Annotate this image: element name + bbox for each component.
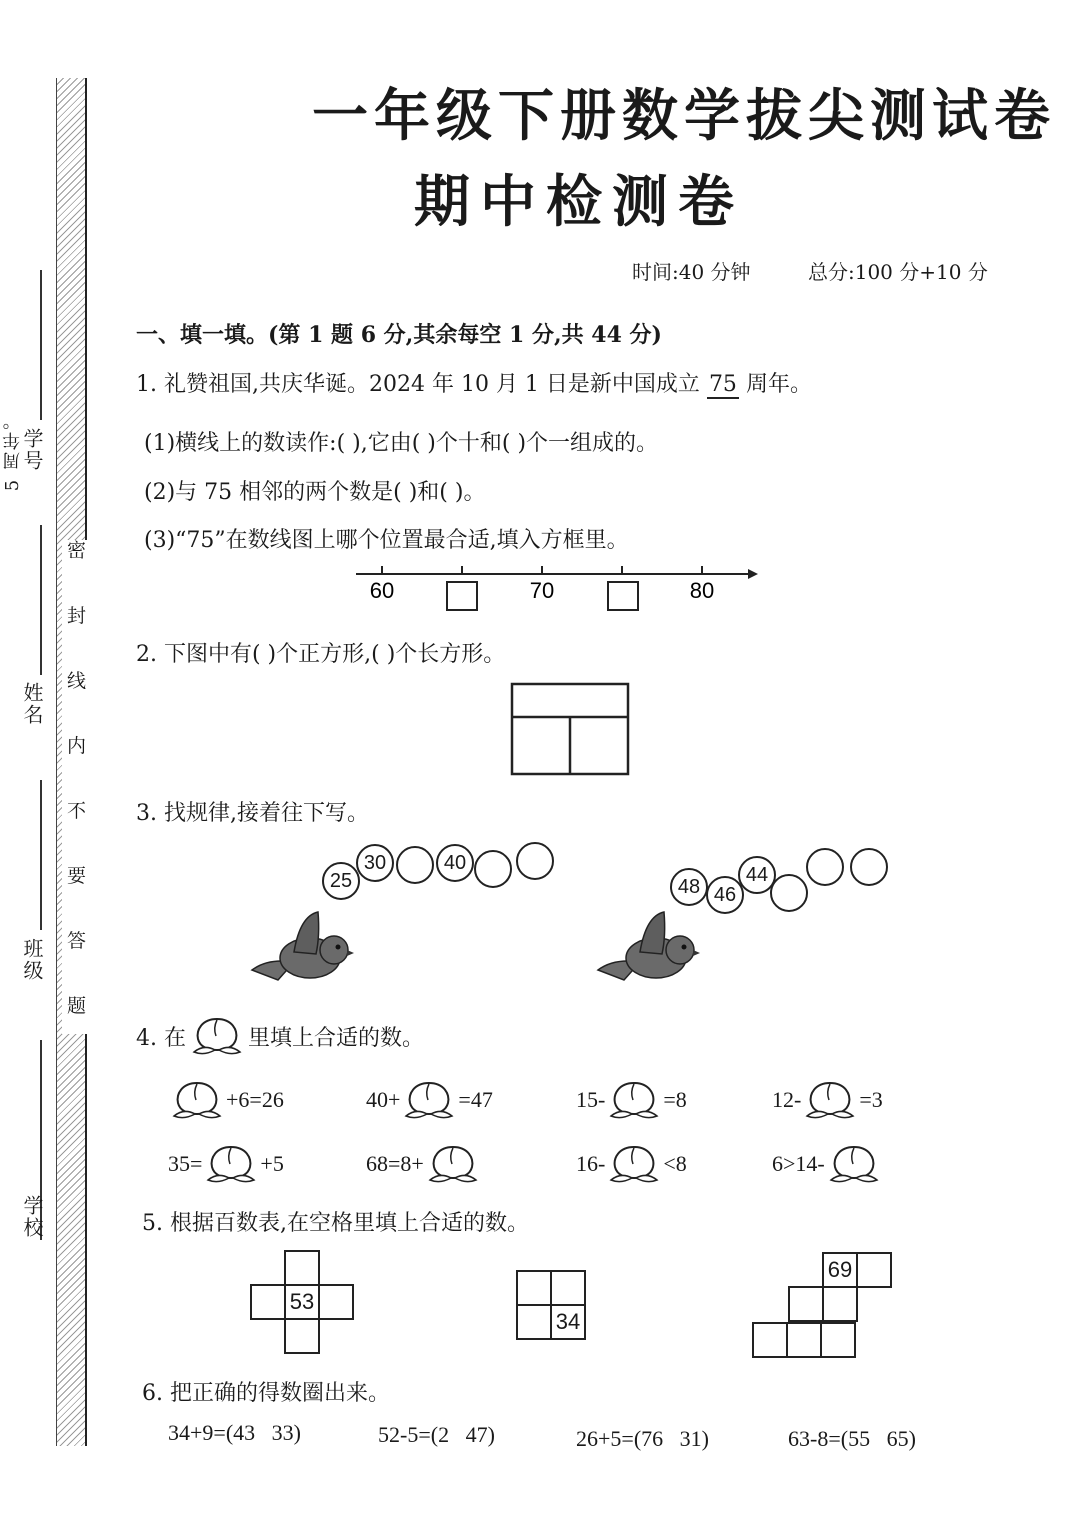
grid-cell[interactable]	[516, 1270, 552, 1306]
grid-cell[interactable]	[822, 1286, 858, 1322]
seq-circle-blank[interactable]	[770, 874, 808, 912]
eq-before: 16-	[576, 1151, 606, 1176]
seq-circle: 48	[670, 868, 708, 906]
seq-circle-blank[interactable]	[474, 850, 512, 888]
peach-slot[interactable]	[202, 1142, 260, 1186]
peach-slot[interactable]	[424, 1142, 482, 1186]
q1-stem	[136, 367, 812, 398]
tick-label-60: 60	[369, 578, 395, 603]
grid-value: 34	[555, 1309, 581, 1334]
peach-icon	[825, 1142, 883, 1186]
peach-icon	[188, 1014, 246, 1058]
q1-part1: (1)横线上的数读作:( ),它由( )个十和( )个一组成的。	[144, 431, 659, 456]
peach-slot[interactable]	[400, 1078, 458, 1122]
peach-icon	[801, 1078, 859, 1122]
eq-after: =8	[663, 1087, 687, 1112]
q6-expr: 63-8=(	[788, 1426, 849, 1451]
q6-option-b[interactable]: 65)	[886, 1426, 916, 1451]
seq-circle-blank[interactable]	[850, 848, 888, 886]
peach-icon	[400, 1078, 458, 1122]
grid-cell[interactable]	[820, 1322, 856, 1358]
grid-value: 69	[827, 1257, 853, 1282]
time-info: 时间:40 分钟	[632, 260, 751, 284]
exam-title: 一年级下册数学拔尖测试卷	[312, 83, 1056, 149]
grid-cell[interactable]	[284, 1318, 320, 1354]
peach-icon	[424, 1142, 482, 1186]
grid-cell[interactable]	[250, 1284, 286, 1320]
q6-option-a[interactable]: 43	[233, 1420, 256, 1445]
answer-box-2[interactable]	[608, 582, 638, 610]
rectangle-figure	[510, 682, 632, 778]
seq-circle-blank[interactable]	[396, 846, 434, 884]
eq-before: 68=8+	[366, 1151, 424, 1176]
bleed-text: 5 周年。	[2, 410, 23, 492]
grid-cell[interactable]	[786, 1322, 822, 1358]
q6-expr: 52-5=(	[378, 1422, 439, 1447]
peach-icon	[605, 1142, 663, 1186]
q1-stem-text: 1. 礼赞祖国,共庆华诞。2024 年 10 月 1 日是新中国成立	[136, 372, 700, 397]
q1-stem-number: 75	[708, 372, 737, 397]
q4-stem-pre: 4. 在	[136, 1025, 186, 1051]
q4-eq-5	[168, 1142, 284, 1186]
q6-option-a[interactable]: 55	[848, 1426, 871, 1451]
grid-cell[interactable]	[516, 1304, 552, 1340]
seq-circle: 40	[436, 844, 474, 882]
seal-warning: 密 封 线 内 不 要 答 题	[62, 540, 89, 1034]
bird-icon	[594, 908, 704, 986]
q6-option-b[interactable]: 47)	[465, 1422, 495, 1447]
tick-label-80: 80	[689, 578, 715, 603]
eq-after: <8	[663, 1151, 687, 1176]
tick-label-70: 70	[529, 578, 555, 603]
q6-option-a[interactable]: 76	[641, 1426, 664, 1451]
section-heading: 一、填一填。(第 1 题 6 分,其余每空 1 分,共 44 分)	[136, 322, 662, 348]
seq-circle: 46	[706, 876, 744, 914]
seq-circle-blank[interactable]	[516, 842, 554, 880]
q1-stem-end: 周年。	[745, 372, 812, 397]
q4-eq-3	[576, 1078, 687, 1122]
eq-after: =47	[458, 1087, 493, 1112]
peach-slot[interactable]	[605, 1142, 663, 1186]
q4-eq-7	[576, 1142, 687, 1186]
q6-option-b[interactable]: 31)	[679, 1426, 709, 1451]
q4-eq-8	[772, 1142, 883, 1186]
peach-slot[interactable]	[168, 1078, 226, 1122]
q1-part3: (3)“75”在数线图上哪个位置最合适,填入方框里。	[144, 528, 629, 553]
q4-stem-post: 里填上合适的数。	[247, 1025, 424, 1051]
q6-option-b[interactable]: 33)	[271, 1420, 301, 1445]
q6-option-a[interactable]: 2	[438, 1422, 450, 1447]
seq-circle: 25	[322, 862, 360, 900]
grid-cell[interactable]	[318, 1284, 354, 1320]
eq-after: +6=26	[226, 1087, 284, 1112]
q6-item-2	[378, 1422, 495, 1448]
seq-circle-blank[interactable]	[806, 848, 844, 886]
q5-stem: 5. 根据百数表,在空格里填上合适的数。	[142, 1211, 529, 1236]
eq-before: 15-	[576, 1087, 606, 1112]
q6-expr: 34+9=(	[168, 1420, 234, 1445]
peach-slot[interactable]	[605, 1078, 663, 1122]
name-label: 姓名	[20, 682, 44, 726]
answer-box-1[interactable]	[447, 582, 477, 610]
grid-cell[interactable]	[788, 1286, 824, 1322]
margin-line-class	[40, 780, 42, 930]
exam-subtitle: 期中检测卷	[414, 169, 744, 235]
peach-icon	[188, 1014, 246, 1058]
eq-after: +5	[260, 1151, 284, 1176]
eq-before: 40+	[366, 1087, 401, 1112]
score-info: 总分:100 分+10 分	[808, 260, 988, 284]
q4-eq-6	[366, 1142, 482, 1186]
q3-stem: 3. 找规律,接着往下写。	[136, 801, 369, 826]
peach-icon	[605, 1078, 663, 1122]
eq-before: 35=	[168, 1151, 203, 1176]
grid-cell[interactable]	[284, 1250, 320, 1286]
bird-icon	[248, 908, 358, 986]
class-label: 班级	[20, 938, 44, 982]
q4-eq-4	[772, 1078, 883, 1122]
grid-cell[interactable]	[856, 1252, 892, 1288]
eq-after: =3	[859, 1087, 883, 1112]
eq-before: 6>14-	[772, 1151, 825, 1176]
number-line	[350, 562, 770, 618]
q1-part2: (2)与 75 相邻的两个数是( )和( )。	[144, 480, 486, 505]
school-label: 学校	[20, 1195, 44, 1239]
margin-line-name	[40, 525, 42, 675]
id-label: 学号	[20, 428, 44, 472]
q6-expr: 26+5=(	[576, 1426, 642, 1451]
q4-eq-1	[168, 1078, 284, 1122]
q6-item-4	[788, 1426, 916, 1452]
seq-circle: 44	[738, 856, 776, 894]
grid-cell[interactable]	[550, 1270, 586, 1306]
q6-item-3	[576, 1426, 709, 1452]
seq-circle: 30	[356, 844, 394, 882]
peach-icon	[168, 1078, 226, 1122]
eq-before: 12-	[772, 1087, 802, 1112]
margin-line-id	[40, 270, 42, 420]
grid-cell[interactable]	[752, 1322, 788, 1358]
peach-slot[interactable]	[825, 1142, 883, 1186]
q4-eq-2	[366, 1078, 493, 1122]
q4-stem	[136, 1014, 424, 1058]
q6-item-1	[168, 1420, 301, 1446]
grid-value: 53	[289, 1289, 315, 1314]
q6-stem: 6. 把正确的得数圈出来。	[142, 1381, 390, 1406]
peach-slot[interactable]	[801, 1078, 859, 1122]
peach-icon	[202, 1142, 260, 1186]
q2-stem: 2. 下图中有( )个正方形,( )个长方形。	[136, 642, 506, 667]
